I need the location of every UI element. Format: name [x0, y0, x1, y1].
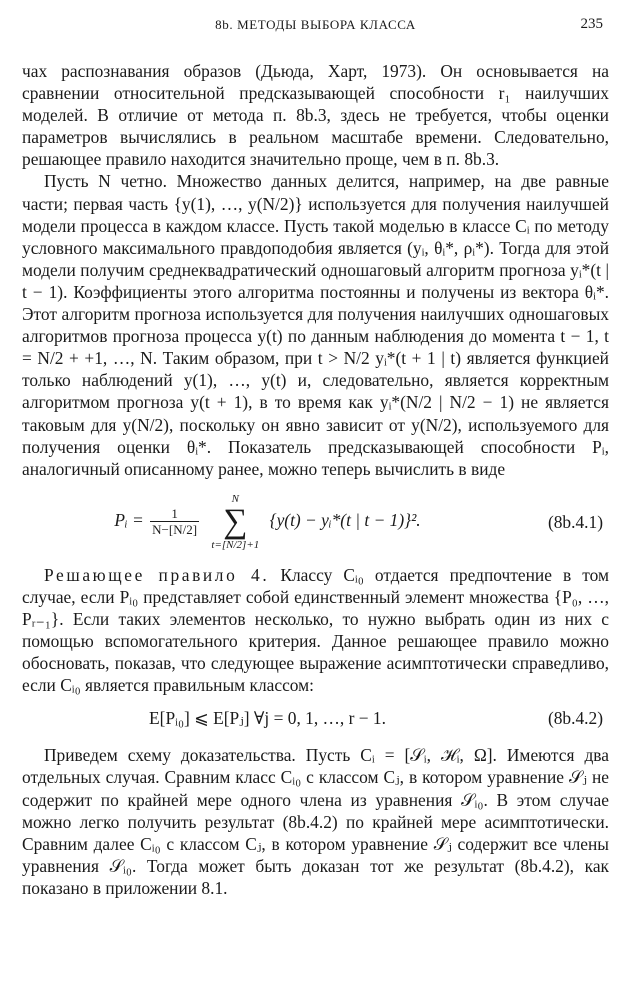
paragraph-3-text: Классу Cᵢ₀ отдается предпочтение в том случае, если Pᵢ₀ представляет собой единственный элемент множества {P₀, …, Pᵣ₋₁}. Если таких элементов несколько, то нужно выбрать один из них с помощью вспомогательного критерия. Данное решающее правило можно обосновать, показав, что следующее выражение асимптотически справедливо, если Cᵢ₀ является правильным классом: — [22, 564, 610, 696]
decision-rule-title: Решающее правило 4. — [44, 564, 270, 585]
paragraph-2: Пусть N четно. Множество данных делится, например, на две равные части; первая часть {y(1), …, y(N/2)} используется для получения наилучшей модели процесса в каждом классе. Пусть такой моделью в классе Cᵢ по методу условного максимального правдоподобия является (yᵢ, θᵢ*, ρᵢ*). Тогда для этой модели получим среднеквадратический одношаговый алгоритм прогноза yᵢ*(t | t − 1). Коэффициенты этого алгоритма постоянны и получены из вектора θᵢ*. Этот алгоритм прогноза используется для получения наилучших одношаговых алгоритмов прогноза процесса y(t) по данным наблюдения до момента t − 1, t = N/2 + +1, …, N. Таким образом, при t > N/2 yᵢ*(t + 1 | t) является функцией только наблюдений y(1), …, y(t) и, следовательно, является корректным алгоритмом прогноза y(t + 1), в то время как yᵢ*(N/2 | N/2 − 1) не является таковым для y(N/2), поскольку он явно зависит от y(N/2), используемого для получения оценки θᵢ*. Показатель предсказывающей способности Pᵢ, аналогичный описанному ранее, можно теперь вычислить в виде — [22, 171, 609, 479]
equation-lhs: Pᵢ = — [114, 509, 144, 530]
equation-fraction — [150, 506, 199, 537]
fraction-numerator: 1 — [150, 506, 199, 522]
sum-lower-limit: t=[N/2]+1 — [211, 538, 260, 551]
running-head: 8b. МЕТОДЫ ВЫБОРА КЛАССА — [215, 17, 416, 32]
equation-number: (8b.4.1) — [547, 511, 603, 532]
fraction-denominator: N−[N/2] — [152, 522, 198, 538]
paragraph-3 — [22, 564, 609, 697]
sum-upper-limit: N — [231, 492, 239, 505]
page-body — [22, 60, 609, 899]
equation-number: (8b.4.2) — [547, 708, 603, 729]
sum-symbol: ∑ — [223, 502, 248, 540]
summation — [211, 493, 259, 551]
equation-rhs: {y(t) − yᵢ*(t | t − 1)}². — [269, 509, 421, 530]
equation-formula: E[Pᵢ₀] ⩽ E[Pⱼ] ∀j = 0, 1, …, r − 1. — [149, 708, 386, 729]
equation-formula — [22, 493, 513, 551]
paragraph-4: Приведем схему доказательства. Пусть Cᵢ = [𝒮ᵢ, ℋᵢ, Ω]. Имеются два отдельных случая. Сравним класс Cᵢ₀ с классом Cⱼ, в котором уравнение 𝒮ⱼ не содержит по крайней мере одного члена из уравнения 𝒮ᵢ₀. В этом случае можно легко получить результат (8b.4.2) по крайней мере асимптотически. Сравним далее Cᵢ₀ с классом Cⱼ, в котором уравнение 𝒮ⱼ содержит все члены уравнения 𝒮ᵢ₀. Тогда может быть доказан тот же результат (8b.4.2), как показано в приложении 8.1. — [22, 745, 609, 898]
page-number: 235 — [580, 16, 603, 32]
page-header — [22, 14, 609, 38]
equation-8b-4-1 — [22, 484, 609, 560]
equation-8b-4-2 — [22, 698, 609, 738]
paragraph-1: чах распознавания образов (Дьюда, Харт, 1973). Он основывается на сравнении относительной предсказывающей способности r₁ наилучших моделей. В отличие от метода п. 8b.3, здесь не требуется, чтобы оценки параметров вычислялись в реальном масштабе времени. Следовательно, решающее правило находится значительно проще, чем в п. 8b.3. — [22, 61, 609, 170]
